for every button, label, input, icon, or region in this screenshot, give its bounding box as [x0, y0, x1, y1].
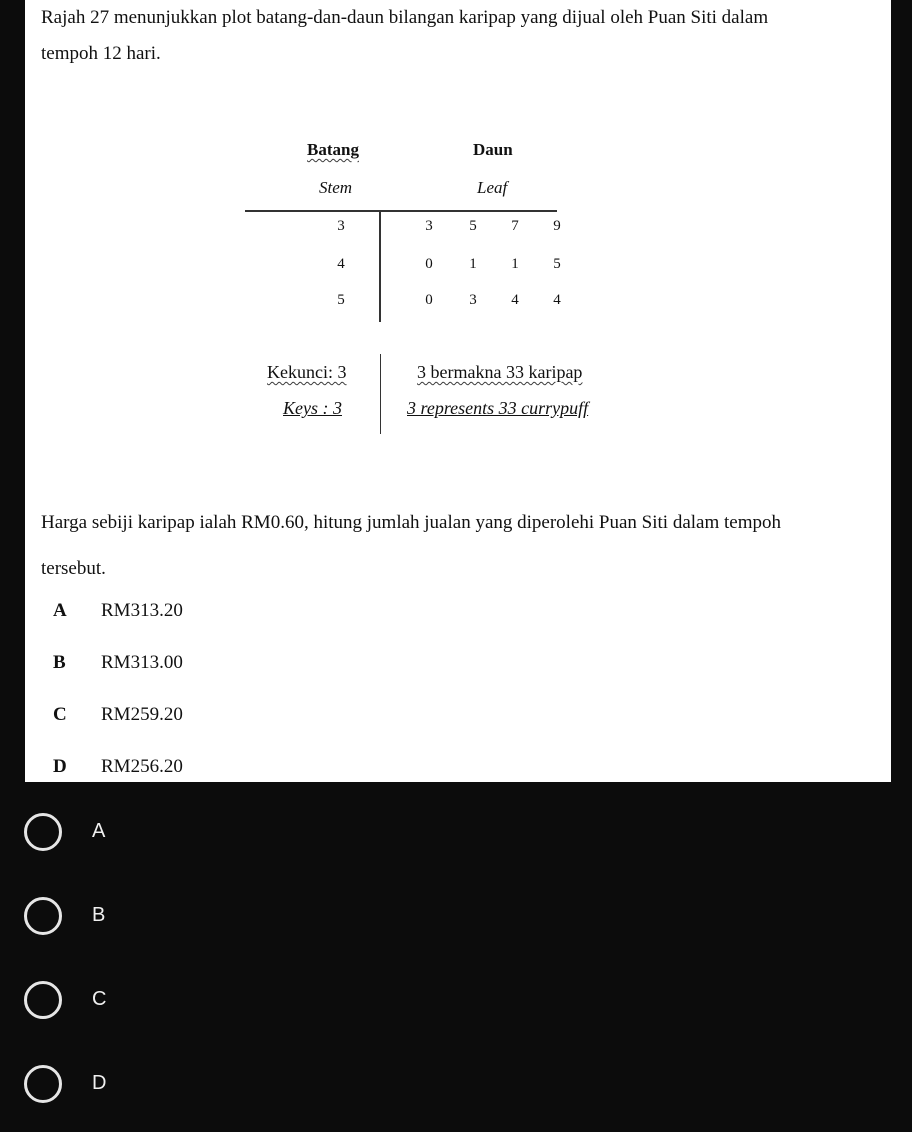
intro-text [41, 0, 881, 72]
radio-button-icon[interactable] [24, 897, 62, 935]
leaf-cell: 4 [553, 292, 561, 308]
stem-and-leaf-plot [245, 130, 585, 330]
option-value: RM313.00 [101, 652, 183, 673]
leaf-cell: 3 [425, 218, 433, 234]
option-letter: D [53, 756, 67, 777]
key-divider [380, 354, 381, 434]
leaf-cell: 3 [469, 292, 477, 308]
stem-header-ms: Batang [307, 140, 359, 159]
leaf-cell: 5 [553, 256, 561, 272]
key-text-en: 3 represents 33 currypuff [407, 398, 589, 418]
answer-option-d[interactable] [24, 1064, 324, 1108]
question-card [25, 0, 891, 782]
answer-option-c[interactable] [24, 980, 324, 1024]
leaf-cell: 4 [511, 292, 519, 308]
key-block [265, 354, 685, 434]
leaf-cell: 0 [425, 292, 433, 308]
leaf-header-ms: Daun [473, 140, 513, 159]
key-text-ms: 3 bermakna 33 karipap [417, 362, 583, 382]
leaf-header-en: Leaf [477, 178, 508, 197]
intro-line-1: Rajah 27 menunjukkan plot batang-dan-daun bilangan karipap yang dijual oleh Puan Siti dalam [41, 7, 769, 28]
question-text [41, 500, 881, 592]
option-letter: A [53, 600, 67, 621]
intro-line-2: tempoh 12 hari. [41, 43, 161, 64]
answer-label: B [92, 904, 106, 926]
key-label-ms: Kekunci: 3 [267, 362, 347, 382]
option-value: RM313.20 [101, 600, 183, 621]
radio-button-icon[interactable] [24, 813, 62, 851]
stem-cell: 3 [337, 218, 345, 234]
leaf-cell: 5 [469, 218, 477, 234]
option-a [53, 600, 183, 622]
option-value: RM259.20 [101, 704, 183, 725]
stem-header-en: Stem [319, 178, 353, 197]
option-letter: B [53, 652, 66, 673]
stem-cell: 5 [337, 292, 345, 308]
answer-label: A [92, 820, 106, 842]
radio-button-icon[interactable] [24, 981, 62, 1019]
option-b [53, 652, 183, 674]
option-letter: C [53, 704, 67, 725]
leaf-cell: 1 [469, 256, 477, 272]
answer-label: C [92, 988, 107, 1010]
question-line-2: tersebut. [41, 558, 106, 579]
question-line-1: Harga sebiji karipap ialah RM0.60, hitung jumlah jualan yang diperolehi Puan Siti dalam tempoh [41, 512, 781, 533]
stem-cell: 4 [337, 256, 345, 272]
leaf-cell: 7 [511, 218, 519, 234]
answer-label: D [92, 1072, 107, 1094]
leaf-cell: 1 [511, 256, 519, 272]
answer-option-b[interactable] [24, 896, 324, 940]
option-value: RM256.20 [101, 756, 183, 777]
leaf-cell: 0 [425, 256, 433, 272]
radio-button-icon[interactable] [24, 1065, 62, 1103]
key-label-en: Keys : 3 [283, 398, 342, 418]
header-divider [245, 210, 557, 212]
leaf-cell: 9 [553, 218, 561, 234]
option-c [53, 704, 183, 726]
answer-option-a[interactable] [24, 812, 324, 856]
stem-leaf-divider [379, 212, 381, 322]
option-d [53, 756, 183, 778]
